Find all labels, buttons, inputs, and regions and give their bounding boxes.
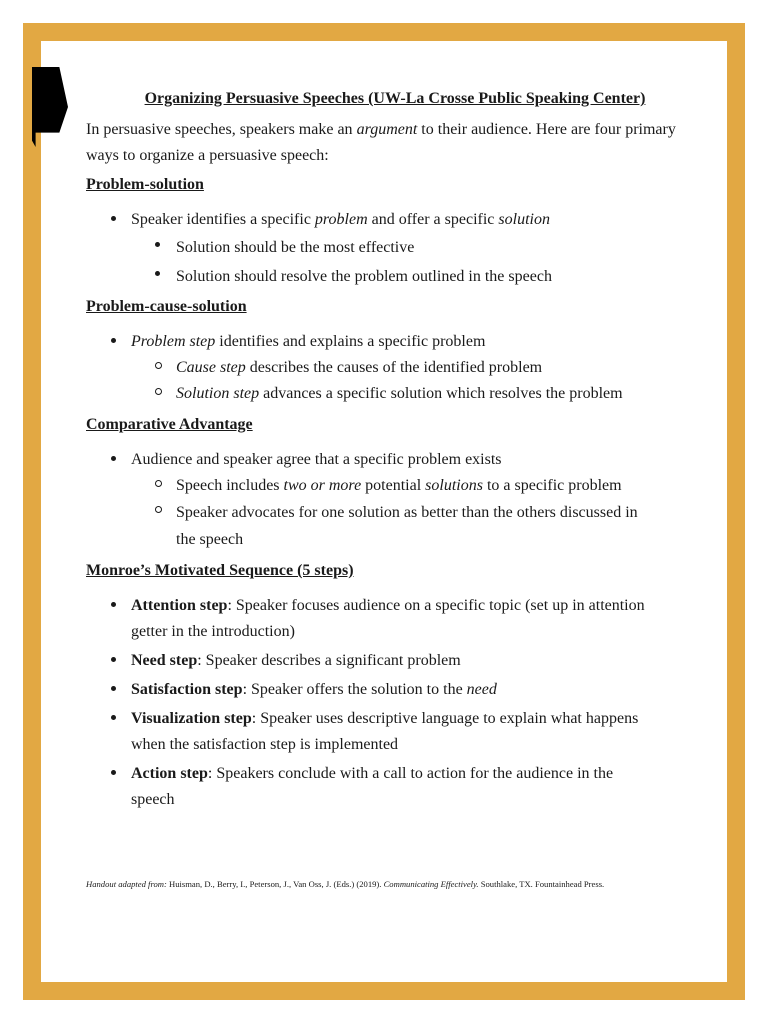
list-comparative-advantage bbox=[86, 447, 690, 553]
list-item-action bbox=[86, 761, 690, 813]
handout-content bbox=[86, 90, 690, 813]
citation-publisher: Southlake, TX. Fountainhead Press. bbox=[478, 879, 605, 889]
step-label: Need step bbox=[131, 652, 198, 669]
text: to a specific problem bbox=[482, 477, 622, 494]
citation-authors: Huisman, D., Berry, I., Peterson, J., Van Oss, J. (Eds.) (2019). bbox=[166, 879, 384, 889]
emphasis: Problem step bbox=[131, 333, 216, 350]
text: potential bbox=[361, 477, 426, 494]
text: : Speaker uses descriptive language to explain what happens bbox=[251, 710, 639, 727]
text: Speaker advocates for one solution as better than the others discussed in bbox=[176, 504, 638, 521]
citation-prefix: Handout adapted from: bbox=[86, 879, 167, 889]
list-subitem bbox=[86, 355, 690, 381]
heading-problem-solution: Problem-solution bbox=[86, 176, 204, 193]
list-subitem: Solution should be the most effective bbox=[86, 233, 690, 262]
text: when the satisfaction step is implemented bbox=[131, 736, 399, 753]
list-subitem bbox=[86, 473, 690, 499]
text: Speaker identifies a specific bbox=[131, 211, 315, 228]
text: and offer a specific bbox=[367, 211, 499, 228]
step-label: Attention step bbox=[131, 597, 228, 614]
intro-paragraph bbox=[86, 117, 690, 169]
list-subitem bbox=[86, 499, 690, 553]
page-title: Organizing Persuasive Speeches (UW-La Crosse Public Speaking Center) bbox=[144, 90, 646, 107]
emphasis: Solution step bbox=[176, 385, 260, 402]
text: identifies and explains a specific problem bbox=[215, 333, 486, 350]
emphasis: solution bbox=[498, 211, 550, 228]
heading-comparative-advantage: Comparative Advantage bbox=[86, 416, 253, 433]
intro-text: In persuasive speeches, speakers make an bbox=[86, 121, 357, 138]
heading-monroes-motivated-sequence: Monroe’s Motivated Sequence (5 steps) bbox=[86, 562, 354, 579]
list-item: Audience and speaker agree that a specific problem exists bbox=[86, 447, 690, 473]
list-item-visualization bbox=[86, 706, 690, 758]
text: speech bbox=[131, 791, 175, 808]
emphasis: need bbox=[466, 681, 497, 698]
text: describes the causes of the identified problem bbox=[245, 359, 543, 376]
text: : Speaker offers the solution to the bbox=[242, 681, 467, 698]
emphasis: Cause step bbox=[176, 359, 246, 376]
text: advances a specific solution which resolves the problem bbox=[259, 385, 623, 402]
text: : Speakers conclude with a call to action for the audience in the bbox=[207, 765, 614, 782]
emphasis: solutions bbox=[425, 477, 483, 494]
text: : Speaker focuses audience on a specific topic (set up in attention bbox=[227, 597, 645, 614]
list-item-need bbox=[86, 648, 690, 674]
list-monroe-steps bbox=[86, 593, 690, 813]
citation-book: Communicating Effectively. bbox=[383, 879, 479, 889]
list-problem-solution bbox=[86, 207, 690, 291]
list-item-satisfaction bbox=[86, 677, 690, 703]
text: the speech bbox=[176, 531, 244, 548]
citation-footer bbox=[86, 879, 696, 889]
list-item-attention bbox=[86, 593, 690, 645]
text: Speech includes bbox=[176, 477, 284, 494]
list-subitem bbox=[86, 381, 690, 407]
emphasis: two or more bbox=[283, 477, 362, 494]
text: : Speaker describes a significant problem bbox=[197, 652, 461, 669]
intro-emphasis: argument bbox=[356, 121, 418, 138]
step-label: Satisfaction step bbox=[131, 681, 243, 698]
emphasis: problem bbox=[314, 211, 368, 228]
step-label: Visualization step bbox=[131, 710, 252, 727]
step-label: Action step bbox=[131, 765, 208, 782]
list-subitem: Solution should resolve the problem outlined in the speech bbox=[86, 262, 690, 291]
text: getter in the introduction) bbox=[131, 623, 295, 640]
list-item bbox=[86, 329, 690, 355]
list-problem-cause-solution bbox=[86, 329, 690, 407]
list-item bbox=[86, 207, 690, 233]
heading-problem-cause-solution: Problem-cause-solution bbox=[86, 298, 247, 315]
intro-text-rest: to their audience. Here are four primary ways to organize a persuasive speech: bbox=[86, 121, 676, 164]
